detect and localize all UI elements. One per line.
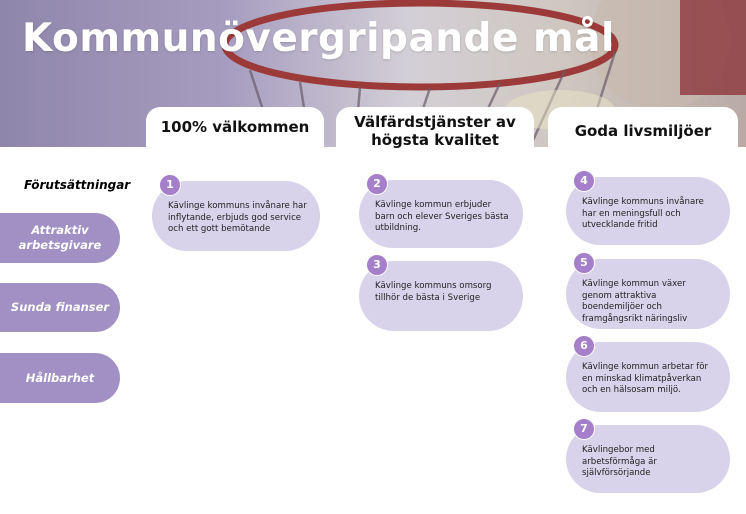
goal-text: Kävlinge kommun erbjuder barn och elever Sveriges bästa utbildning. <box>375 200 509 234</box>
goal-card-3 <box>359 258 523 331</box>
prerequisite-sustainability: Hållbarhet <box>0 353 120 403</box>
prerequisites-label: Förutsättningar <box>24 178 131 192</box>
goal-text: Kävlinge kommun växer genom attraktiva boendemiljöer och framgångsrikt näringsliv <box>582 279 688 324</box>
prerequisite-attractive-employer: Attraktiv arbetsgivare <box>0 213 120 263</box>
goal-card-7 <box>566 422 730 493</box>
prerequisite-sound-finances: Sunda finanser <box>0 283 120 332</box>
goal-number-badge: 4 <box>573 170 595 192</box>
goal-card-2 <box>359 177 523 248</box>
goal-text: Kävlinge kommuns invånare har inflytande, erbjuds god service och ett gott bemötande <box>168 201 307 235</box>
column-heading-welfare: Välfärdstjänster av högsta kvalitet <box>336 107 534 155</box>
goal-number-badge: 7 <box>573 418 595 440</box>
goal-text: Kävlinge kommuns omsorg tillhör de bästa i Sverige <box>375 281 492 303</box>
goal-text: Kävlinge kommuns invånare har en meningsfull och utvecklande fritid <box>582 197 704 231</box>
goal-card-6 <box>566 339 730 412</box>
column-heading-living: Goda livsmiljöer <box>548 107 738 147</box>
goal-text: Kävlinge kommun arbetar för en minskad klimatpåverkan och en hälsosam miljö. <box>582 362 709 396</box>
column-heading-welcome: 100% välkommen <box>146 107 324 147</box>
goal-card-5 <box>566 256 730 329</box>
page-title: Kommunövergripande mål <box>22 16 615 61</box>
goal-card-1 <box>152 178 320 251</box>
goal-number-badge: 5 <box>573 252 595 274</box>
goal-number-badge: 6 <box>573 335 595 357</box>
goal-text: Kävlingebor med arbetsförmåga är självförsörjande <box>582 445 657 479</box>
goal-number-badge: 1 <box>159 174 181 196</box>
goal-number-badge: 2 <box>366 173 388 195</box>
goal-card-4 <box>566 174 730 245</box>
goal-number-badge: 3 <box>366 254 388 276</box>
